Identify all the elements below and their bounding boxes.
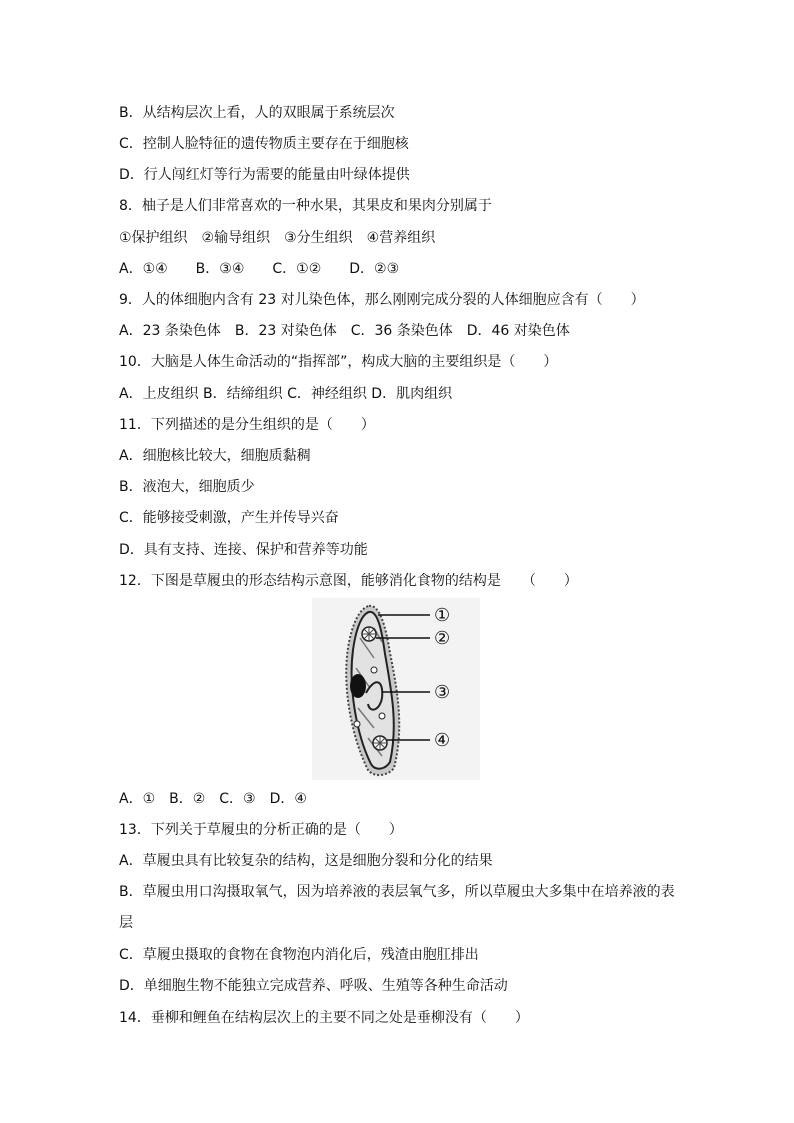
question-8-items: ①保护组织 ②输导组织 ③分生组织 ④营养组织 [119, 230, 436, 246]
question-13-option-a: A．草履虫具有比较复杂的结构，这是细胞分裂和分化的结果 [119, 853, 493, 869]
question-10: 10．大脑是人体生命活动的“指挥部”，构成大脑的主要组织是（ ） [119, 354, 558, 370]
question-11-option-d: D．具有支持、连接、保护和营养等功能 [119, 542, 368, 558]
question-12-options: A．① B．② C．③ D．④ [119, 791, 307, 807]
figure-label-2: ② [434, 628, 451, 649]
question-11-option-b: B．液泡大，细胞质少 [119, 479, 255, 495]
question-9: 9．人的体细胞内含有 23 对儿染色体，那么刚刚完成分裂的人体细胞应含有（ ） [119, 292, 645, 308]
question-9-options: A．23 条染色体 B．23 对染色体 C．36 条染色体 D．46 对染色体 [119, 323, 570, 339]
question-13: 13．下列关于草履虫的分析正确的是（ ） [119, 822, 403, 838]
question-13-option-b: B．草履虫用口沟摄取氧气，因为培养液的表层氧气多，所以草履虫大多集中在培养液的表 [119, 884, 675, 900]
question-14: 14．垂柳和鲤鱼在结构层次上的主要不同之处是垂柳没有（ ） [119, 1010, 529, 1026]
figure-label-3: ③ [434, 682, 451, 703]
figure-label-4: ④ [434, 730, 451, 751]
option-b-line: B．从结构层次上看，人的双眼属于系统层次 [119, 105, 395, 121]
question-12: 12．下图是草履虫的形态结构示意图，能够消化食物的结构是 （ ） [119, 573, 578, 589]
question-11: 11．下列描述的是分生组织的是（ ） [119, 417, 375, 433]
option-c-line: C．控制人脸特征的遗传物质主要存在于细胞核 [119, 136, 409, 152]
paramecium-diagram [312, 598, 480, 780]
question-13-option-b-cont: 层 [119, 915, 133, 931]
question-8: 8．柚子是人们非常喜欢的一种水果，其果皮和果肉分别属于 [119, 198, 492, 214]
question-11-option-c: C．能够接受刺激，产生并传导兴奋 [119, 510, 339, 526]
paramecium-figure [312, 598, 480, 780]
question-13-option-d: D．单细胞生物不能独立完成营养、呼吸、生殖等各种生命活动 [119, 978, 508, 994]
option-d-line: D．行人闯红灯等行为需要的能量由叶绿体提供 [119, 167, 410, 183]
question-11-option-a: A．细胞核比较大，细胞质黏稠 [119, 448, 311, 464]
question-10-options: A．上皮组织 B．结缔组织 C．神经组织 D．肌肉组织 [119, 386, 453, 402]
question-13-option-c: C．草履虫摄取的食物在食物泡内消化后，残渣由胞肛排出 [119, 947, 479, 963]
figure-label-1: ① [434, 605, 451, 626]
question-8-options: A．①④ B．③④ C．①② D．②③ [119, 261, 400, 277]
